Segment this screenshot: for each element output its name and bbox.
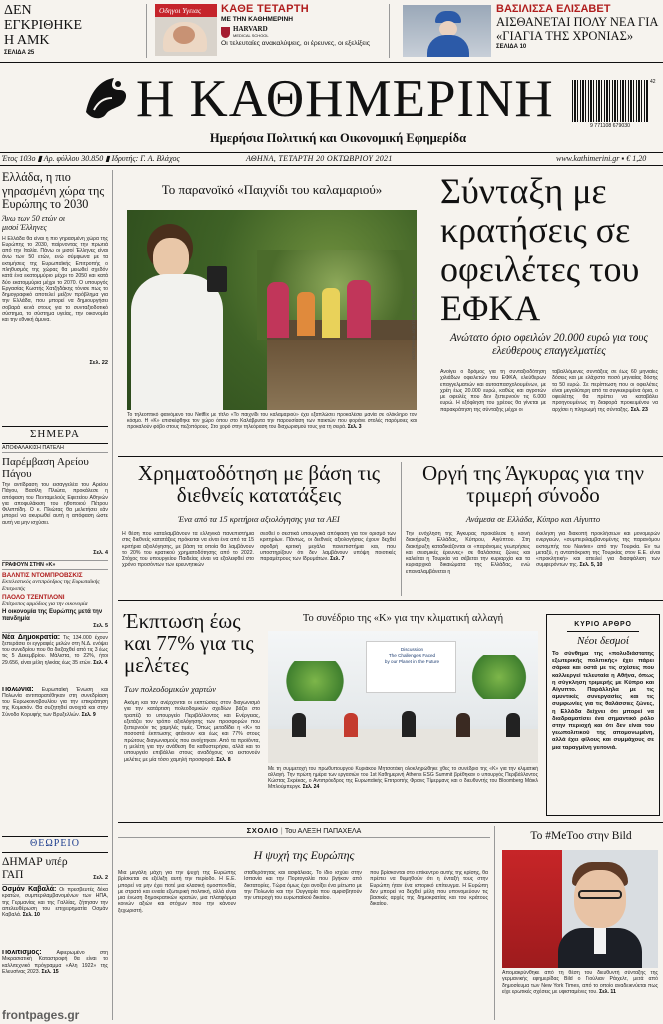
writer-1-role: Εκτελεστικός αντιπρόεδρος της Ευρωπαϊκής Επιτροπής	[2, 579, 100, 592]
teaser-right-kicker: ΒΑΣΙΛΙΣΣΑ ΕΛΙΣΑΒΕΤ	[496, 3, 611, 15]
brief-culture-text: Αφιερωμένο στη Μικρασιατική Καταστροφή θα είναι το καλλιτεχνικό πρόγραμμα «Αλη 1922» της Ελευσίνας 2023.	[2, 950, 108, 975]
brief-poland	[2, 687, 108, 747]
brief-poland-head: Πολωνία:	[2, 686, 34, 693]
brief-kavala	[2, 884, 108, 948]
main-body-col2-text: ταβαλλόμενες συντάξεις σε έως 60 μηνιαίες δόσεις και με ελάχιστο ποσό μηνιαίας δόσης τα 50 ευρώ. Σε περίπτωση που οι οφειλέτες είναι μεγαλύτερη από τα συγκεκριμένα όρια, ο οφειλέτης θα πρέπει να καταβάλει προηγουμένως τη διαφορά προκειμένου να αρχίσει η πληρωμή της σύνταξης.	[552, 369, 658, 413]
metoo-photo[interactable]	[502, 850, 658, 968]
photo2-caption-text: Με τη συμμετοχή του πρωθυπουργού Κυριάκου Μητσοτάκη ολοκληρώθηκε χθες το συνέδριο της «Κ» για την κλιματική αλλαγή. Την πρώτη ημέρα των εργασιών του 1st Καθημερινή Athens ESG Summit βρέθηκαν ο υπουργός Περιβάλλοντος Κώστας Σκρέκας, ο Αντιπρόεδρος της Ευρωπαϊκής Επιτροπής Φρανς Τίμερμανς και ο διευθυντής του Bloomberg Μάικλ Μπλούμπεργκ.	[268, 766, 538, 791]
writer-2-name: ΠΑΟΛΟ ΤΖΕΝΤΙΛΟΝΙ	[2, 594, 65, 601]
story4-headline[interactable]: Έκπτωση έως και 77% για τις μελέτες	[124, 609, 254, 677]
story2-col2-text: σεοθεί ο σεστικά υπουργικά απόφαση για τον ορισμό των κριτηρίων. Πάντως, οι διεθνείς αξιολογήσεις έχουν δεχθεί σφοδρή κριτική μεγάλα πανεπιστήμια και, που υποστηρίζουν ότι δεν λαμβάνουν υπόψη ποιοτικές παραμέτρους των Ιδρυμάτων.	[260, 531, 396, 563]
mid-rule-2	[118, 600, 663, 601]
column-col3	[370, 870, 488, 1018]
issue-code: 42	[650, 79, 656, 85]
photo2-screen-text: Discussion The Challenges Faced by our Planet in the Future	[384, 647, 440, 664]
story4-deck: Των πολεοδομικών χαρτών	[124, 684, 217, 694]
brief-kavala-head: Οσμάν Καβαλά:	[2, 886, 57, 893]
photo1-image[interactable]	[127, 210, 417, 410]
brief-kavala-text: Οι πρεσβευτές δέκα κρατών, συμπεριλαμβανομένων των ΗΠΑ, της Γερμανίας και της Γαλλίας, ζήτησαν την απελευθέρωση του επιχειρηματία Οσμάν Καβαλά.	[2, 887, 108, 919]
dateline-rule-bottom	[0, 165, 663, 166]
barcode	[572, 80, 648, 122]
teaser-right-headline: ΑΙΣΘΑΝΕΤΑΙ ΠΟΛΥ ΝΕΑ ΓΙΑ «ΓΙΑΓΙΑ ΤΗΣ ΧΡΟΝΙΑΣ»	[496, 15, 658, 43]
today-headline-1: Παρέμβαση Αρείου Πάγου	[2, 456, 89, 480]
story2-page: Σελ. 7	[330, 556, 345, 563]
main-body-col1	[440, 369, 546, 441]
story3-col2-text: έκκληση για διακοπή προκλήσεων και μονομερών ενεργειών, «συμπεριλαμβανομένης της παρανόμου εκπομπής του Navtex» από την Τουρκία. Εν τω μεταξύ, η ανταπόκριση της Τουρκίας στον Ε.Ε. είναι «προκλητική» και απειλεί για διασφάλιση των συμφερόντων της.	[536, 531, 660, 569]
main-body-col2	[552, 369, 658, 441]
main-page: Σελ. 23	[630, 406, 648, 413]
brief-poland-page: Σελ. 9	[81, 711, 96, 718]
teaser-center-subkicker: ΜΕ ΤΗΝ ΚΑΘΗΜΕΡΙΝΗ	[221, 16, 293, 23]
story3-col1	[406, 531, 530, 593]
left-lead-headline: Ελλάδα, η πιο γηρασμένη χώρα της Ευρώπης το 2030	[2, 170, 105, 211]
teaser-divider-1	[146, 4, 147, 58]
editorial-title: Νέοι δεσμοί	[577, 635, 629, 647]
brief-kavala-page: Σελ. 10	[22, 912, 40, 919]
today-kicker-1: ΑΠΟΦΑΛΑΚΙΣΗ ΠΑΤΕΛΗ	[2, 445, 108, 453]
footer-watermark: frontpages.gr	[2, 1008, 80, 1022]
theory-label: ΘΕΩΡΕΙΟ	[30, 838, 80, 849]
dateline-center: ΑΘΗΝΑ, ΤΕΤΑΡΤΗ 20 ΟΚΤΩΒΡΙΟΥ 2021	[246, 154, 393, 163]
photo1-caption-text: Το τηλεοπτικό φαινόμενο του Netflix με τίτλο «Το παιχνίδι του καλαμαριού» έχει εξαπλώσει προκαλέσει μανία σε ολόκληρο τον κόσμο. Η «Κ» επισκέφθηκε τον χώρο όπου στο Καλάβρυτα την παρουσίαση των παικτών που φοράνε στολές παρόμοιες και προκαλούν φόβο στους πεζοπόρους. Στο χορό στην τηλεόραση του διαχωρισμού τους για τη σειρά.	[127, 412, 417, 431]
column-col2	[244, 870, 362, 1018]
today-rule-2	[2, 443, 108, 444]
column-divider	[494, 826, 495, 1020]
harvard-shield-icon	[221, 27, 230, 38]
story2-deck: Ένα από τα 15 κριτήρια αξιολόγησης για τα ΑΕΙ	[178, 514, 340, 524]
today-page-1: Σελ. 4	[93, 550, 108, 556]
harvard-label: HARVARD	[233, 25, 268, 33]
editorial-box[interactable]	[546, 614, 660, 816]
teaser-center[interactable]	[221, 3, 381, 48]
photo2-page: Σελ. 24	[302, 784, 320, 791]
masthead-subtitle: Ημερήσια Πολιτική και Οικονομική Εφημερίδα	[209, 131, 467, 145]
story2-headline[interactable]: Χρηματοδότηση με βάση τις διεθνείς κατατάξεις	[137, 461, 381, 507]
column-kicker: ΣΧΟΛΙΟ	[246, 826, 279, 835]
story2-col1-text: Η θέση που καταλαμβάνουν τα ελληνικά πανεπιστήμια στις διεθνείς κατατάξεις πρόκειται να είναι ένα από τα 15 κριτήρια αξιολόγησης, με βάση τα οποία θα λαμβάνουν το 20% του κρατικού χρηματοδότησης από το 2022. Στόχος του υπουργείου Παιδείας είναι να εξαλειφθεί στο χρόνο προσόντων των ερευνητικών	[122, 531, 254, 569]
photo1-caption	[127, 412, 417, 450]
story3-col1-text: Την ενόχληση της Άγκυρας προκάλεσε η κοινή διακήρυξη Ελλάδας, Κύπρου, Αιγύπτου. Στη διακήρυξη καταδικάζονται οι «παράνομες γεωτρήσεις και σεισμικές έρευνες» σε θαλάσσιες ζώνες και καλείται η Τουρκία να σέβεται την κυριαρχία και τα κυριαρχικά δικαιώματα της Ελλάδας, ενώ επαναλαμβάνεται η	[406, 531, 530, 575]
left-lead-story[interactable]	[2, 171, 108, 366]
dateline-right[interactable]: www.kathimerini.gr ▪ € 1,20	[556, 154, 647, 163]
main-deck: Ανώτατο όριο οφειλών 20.000 ευρώ για τους ελεύθερους επαγγελματίες	[450, 332, 648, 357]
teaser-right[interactable]	[496, 3, 660, 50]
teaser-right-page: ΣΕΛΙΔΑ 10	[496, 44, 527, 50]
theory-block[interactable]	[2, 856, 108, 988]
column-col1-text: Μια μεγάλη μάχη για την ψυχή της Ευρώπης βρίσκεται σε εξέλιξη αυτή την περίοδο. Η Ε.Ε. μπορεί να μην έχει ποτέ μια κλασική ομοσπονδία, με στρατό και ενιαία εξωτερική πολιτική, αλλά είναι μια ένωση δημοκρατικών κρατών, μια πλατφόρμα κοινών αξιών και στόχων που την κάνουν ξεχωριστή.	[118, 870, 236, 914]
column-col3-text: που βρίσκονται στο επίκεντρο αυτής της κρίσης, θα πρέπει να θυμηθούν ότι η ένταξή τους στην Ευρώπη ήταν ένα ιστορικό επίτευγμα. Η Ευρώπη δεν μπορεί να δεχθεί μέλη που υπονομεύουν τις βασικές αρχές της δημοκρατίας και του κράτους δικαίου.	[370, 870, 488, 908]
teaser-center-kicker: ΚΑΘΕ ΤΕΤΑΡΤΗ	[221, 3, 310, 15]
editorial-label: ΚΥΡΙΟ ΑΡΘΡΟ	[574, 621, 632, 628]
brief-ND-text: Τις 134.000 έχουν ξεπεράσει οι εγγραφές μελών στη Ν.Δ. ενόψει του συνεδρίου που θα διεξαχθεί από τις 3 έως τις 5 Δεκεμβρίου. Μάλιστα, το 22%, ήτοι 29.656, είναι μέλη ηλικίας έως 35 ετών.	[2, 634, 108, 666]
column-author: Του ΑΛΕΞΗ ΠΑΠΑΧΕΛΑ	[284, 828, 362, 835]
theory-rule-2	[2, 852, 108, 853]
brief-culture-head: Πολιτισμός:	[2, 950, 42, 956]
story3-headline[interactable]: Οργή της Άγκυρας για την τριμερή σύνοδο	[421, 461, 645, 507]
brief-ND-head: Νέα Δημοκρατία:	[2, 633, 61, 641]
today-rule	[2, 426, 108, 427]
column-col2-text: σταθερότητας και ασφάλειας. Το ίδιο ισχύει στην Ισπανία και την Πορτογαλία που βγήκαν από δικτατορίες. Τώρα όμως έχει ανοίξει ένα μέτωπο με την Πολωνία και την Ουγγαρία που αμφισβητούν την υπεροχή του ευρωπαϊκού δικαίου.	[244, 870, 362, 902]
editorial-body: Το σύνθημα της «πολυδιάστατης εξωτερικής πολιτικής» έχει πάρει σάρκα και οστά με τις σχέσεις που καλλιεργεί τελευταία η Αθήνα, όπως η σύγκληση τριμερής με Κύπρο και Αίγυπτο. Παράλληλα με τις αμυντικές συνεργασίες και τις συμφωνίες για τις θαλάσσιες ζώνες, η Ελλάδα δείχνει ότι μπορεί να διαδραματίσει ένα σημαντικό ρόλο στην περιοχή και ότι δεν είναι του γεωπολιτικού της απομονωμένη, αλλά έχει φίλους και συμμάχους σε μια ταραγμένη γειτονιά.	[552, 651, 654, 751]
story4-page: Σελ. 8	[216, 756, 231, 763]
metoo-page: Σελ. 11	[599, 988, 616, 995]
photo2-title: Το συνέδριο της «Κ» για την κλιματική αλλαγή	[302, 613, 504, 624]
today-text-1: Την αντίδραση του εισαγγελέα του Αρείου Πάγου, Βασίλη Πλιώτα, προκάλεσε η απόφαση του Πενταμελούς Εφετείου Αθηνών για αποφυλάκιση του ηθοποιού Πέτρου Φιλιππίδη. Ο κ. Πλιώτας θα μελετήσει εάν μπορεί να ακυρωθεί αυτή η απόφαση ώστε αυτή να μην ισχύσει.	[2, 482, 108, 526]
brief-culture	[2, 950, 108, 988]
teaser-divider-2	[389, 4, 390, 58]
lower-rule	[118, 822, 663, 823]
magazine-cover[interactable]	[155, 4, 217, 56]
writers-title: Η οικονομία της Ευρώπης μετά την πανδημία	[2, 608, 103, 622]
brief-ND-page: Σελ. 4	[93, 659, 108, 666]
today-block[interactable]	[2, 445, 108, 747]
masthead-title[interactable]: Η ΚΑΘΗΜΕΡΙΝΗ	[136, 70, 554, 128]
photo1-title: Το παρανοϊκό «Παιχνίδι του καλαμαριού»	[161, 182, 383, 197]
photo1-credit: ΦΩΤΟΓΡΑΦΙΑ: ΑΠΟ ΤΟ ΑΡΧΕΙΟ ΤΗΣ «Κ»	[412, 288, 416, 360]
barcode-number: 9 771108 679030	[589, 123, 630, 129]
story3-deck: Ανάμεσα σε Ελλάδα, Κύπρο και Αίγυπτο	[465, 514, 601, 524]
today-kicker-2: ΓΡΑΦΟΥΝ ΣΤΗΝ «Κ»	[2, 560, 108, 570]
masthead-emblem-icon	[80, 72, 132, 124]
left-lead-deck: Άνω των 50 ετών οι μισοί Έλληνες	[2, 213, 66, 232]
photo1-page: Σελ. 3	[347, 424, 362, 431]
magazine-title: Οδηγοι Υγειας	[159, 6, 202, 15]
brief-culture-page: Σελ. 15	[41, 968, 59, 975]
photo2-caption	[268, 766, 538, 812]
left-column-divider	[112, 170, 113, 1020]
writer-2-role: Επίτροπος αρμόδιος για την οικονομία	[2, 601, 88, 607]
metoo-body	[502, 970, 658, 1018]
story4-body	[124, 700, 260, 816]
metoo-body-text: Απομακρύνθηκε από τη θέση του διευθυντή σύνταξης της γερμανικής εφημερίδας Bild ο Γιούλιαν Ράιχελτ, μετά από δημοσίευμα των New York Times, από το οποίο αναδεικνύεται πως είχε ερωτικές σχέσεις με υφισταμένες του.	[502, 970, 658, 995]
main-headline[interactable]: Σύνταξη με κρατήσεις σε οφειλέτες του ΕΦΚΑ	[440, 171, 640, 328]
harvard-sublabel: MEDICAL SCHOOL	[233, 33, 269, 38]
editorial-rule	[567, 631, 639, 632]
left-lead-page: Σελ. 22	[89, 359, 108, 366]
brief-ND	[2, 632, 108, 684]
left-lead-body: Η Ελλάδα θα είναι η πιο γηρασμένη χώρα της Ευρώπης το 2030, παίρνοντας την πρωτιά από την Ιταλία. Πάνω οι μισοί Έλληνες είναι άνω των 50 ετών, ενώ σύμφωνα με τα εκτιμήσεις της Ευρωπαϊκής Επιτροπής ο πληθυσμός της χώρας θα μειωθεί σχεδόν κατά ένα εκατομμύριο μέχρι το 2050 και κατά δύο εκατομμύρια μέχρι το 2070. Ο υπουργός Εργασίας Κωστής Χατζηδάκης τόνισε πως το δημογραφικό αποτελεί μείζον πρόβλημα για την Ελλάδα, που μπορεί να δημιουργήσει σοβαρά κενά στους για το συνταξιοδοτικό σύστημα, το σύστημα υγείας, την οικονομία και την εθνική άμυνα.	[2, 235, 108, 324]
mid-rule-1	[118, 456, 663, 457]
story3-col2	[536, 531, 660, 593]
writers-page: Σελ. 5	[93, 622, 108, 629]
story3-page: Σελ. 5, 10	[579, 562, 603, 569]
dateline-left: Έτος 103ο ▮ Αρ. φύλλου 30.850 ▮ Ιδρυτής: Γ. Α. Βλάχος	[2, 154, 180, 163]
top-rule	[0, 62, 663, 63]
column-title[interactable]: Η ψυχή της Ευρώπης	[253, 848, 355, 862]
brief-poland-text: Ευρωπαϊκή Ένωση και Πολωνία αντιπαρατέθηκαν στη συνεδρίαση του Ευρωκοινοβουλίου για την επικράτηση της Κομισιόν. Θα συζητηθεί ανοιχτά και στην Σύνοδο Κορυφής των Βρυξελλών.	[2, 686, 108, 718]
theory-headline: ΔΗΜΑΡ υπέρ ΓΑΠ	[2, 856, 68, 881]
writer-1-name: ΒΑΛΝΤΙΣ ΝΤΟΜΠΡΟΒΣΚΙΣ	[2, 572, 83, 579]
photo2-image[interactable]	[268, 631, 538, 763]
main-body-col1-text: Ανοίγει ο δρόμος για τη συνταξιοδότηση χιλιάδων οφειλετών του ΕΦΚΑ, ελεύθερων επαγγελματιών και αυτοαπασχολουμένων, με χρέη έως 20.000 ευρώ, καθώς και αγροτών με οφειλές που δεν ξεπερνούν τις 6.000 ευρώ. Η εξόφληση του χρέους θα γίνεται με παρακράτηση της σύνταξης μέχρι οι	[440, 369, 546, 413]
dateline-rule-top	[0, 152, 663, 153]
story2-col2	[260, 531, 396, 593]
column-col1	[118, 870, 236, 1018]
teaser-left-headline: ΔΕΝ ΕΓΚΡΙΘΗΚΕ Η ΑΜΚ	[4, 3, 83, 48]
teaser-left[interactable]	[4, 3, 140, 57]
column-header: ΣΧΟΛΙΟ | Του ΑΛΕΞΗ ΠΑΠΑΧΕΛΑ	[118, 826, 490, 838]
story4-body-text: Ακόμη και ταν ανέρχονται οι εκπτώσεις στον διαγωνισμό για την κατάρτιση πολεοδομικών σχεδίων βάζει στο τραπέζι το υπουργείο Περιβάλλοντος και Ενέργειας, εξετάζει τον τρόπο αξιολόγησης των προσφορών που ξεπερνούν τις χαμηλές τιμές. Όπως μεταδίδει η «Κ» τα ποσοστά έκπτωσης φτάνουν και έως και 77% στους πρώτους διαγωνισμούς που ανοίχτηκαν. Από τα προϊόντα, η μελέτη για την ανάθεση θα καθυστερήσει, αλλά και το υπουργείο επιβάλλει στους αναδόχους να εκπονούν μελέτες με μία τόσο χαμηλή προσφορά.	[124, 700, 260, 763]
theory-page: Σελ. 2	[93, 875, 108, 881]
teaser-left-page: ΣΕΛΙΔΑ 25	[4, 50, 35, 56]
theory-rule	[2, 836, 108, 837]
teaser-center-text: Οι τελευταίες ανακαλύψεις, οι έρευνες, οι εξελίξεις	[221, 40, 371, 47]
story2-col1	[122, 531, 254, 593]
mid-divider	[401, 462, 402, 596]
metoo-title[interactable]: Το #MeToo στην Bild	[530, 830, 632, 842]
queen-photo[interactable]	[403, 5, 491, 57]
today-label: ΣΗΜΕΡΑ	[30, 428, 80, 440]
